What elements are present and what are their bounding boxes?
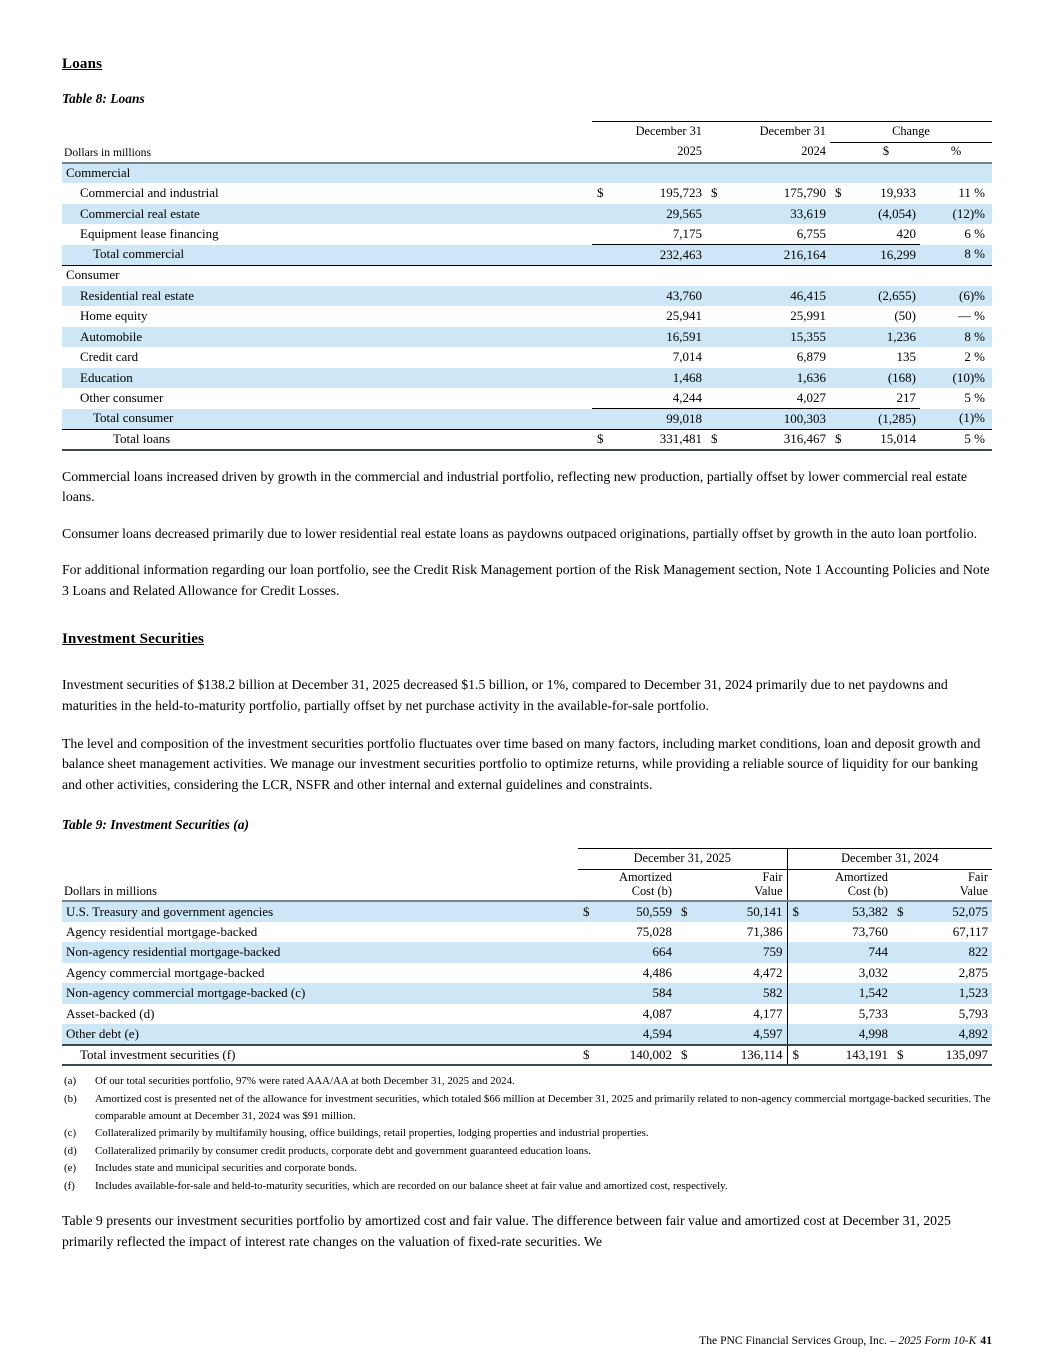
cell-value [892,1024,914,1045]
cell-value: (50) [894,308,916,324]
table-row [62,183,992,204]
cell-value: 140,002 [600,1045,676,1066]
cell-value: 25,991 [790,308,826,324]
investment-securities-table-body [62,901,992,1065]
cell-value: 1,636 [726,368,830,389]
table-row [62,306,992,327]
cell-value: $ [830,429,852,450]
cell-value: (168) [852,368,920,389]
footnote-marker: (b) [64,1092,77,1105]
cell-value [892,922,914,943]
row-label: Agency commercial mortgage-backed [66,964,265,980]
footnote-item [62,1073,993,1090]
cell-value: 16,299 [852,245,920,266]
cell-value: 8 % [920,327,992,348]
cell-value [706,327,726,348]
cell-value [706,163,726,184]
cell-value [920,163,992,184]
footer-form-title: 2025 Form 10-K [898,1334,977,1347]
table-row [62,983,992,1004]
cell-value [592,265,612,286]
cell-value [787,983,809,1004]
row-label: Commercial [62,163,592,184]
cell-value: 7,175 [672,225,702,241]
row-label: Asset-backed (d) [66,1005,155,1021]
table-row [62,901,992,922]
cell-value [676,983,698,1004]
cell-value [830,265,852,286]
cell-value: 4,486 [642,964,672,980]
cell-value [612,265,706,286]
cell-value: 135,097 [914,1045,992,1066]
cell-value [592,163,612,184]
cell-value: 4,027 [796,389,826,405]
page-footer [699,1334,992,1347]
col-header-amortized-2025: Amortized Cost (b) [578,869,676,901]
cell-value: 822 [914,942,992,963]
footnote-marker: (e) [64,1162,77,1175]
cell-value [787,922,809,943]
footnote-text: Collateralized primarily by multifamily housing, office buildings, retail properties, lodging properties and industrial properties. [95,1127,649,1140]
cell-value [706,224,726,245]
cell-value: 6,755 [796,225,826,241]
row-label: Total investment securities (f) [62,1045,578,1066]
cell-value: 1,236 [852,327,920,348]
loans-table-body [62,163,992,450]
cell-value: 316,467 [726,429,830,450]
cell-value [612,163,706,184]
table-row [62,368,992,389]
table-row [62,265,992,286]
cell-value [706,347,726,368]
cell-value [892,983,914,1004]
cell-value: 15,355 [726,327,830,348]
footnote-marker: (a) [64,1075,77,1088]
table-row [62,1045,992,1066]
investment-securities-table [62,848,992,1066]
cell-value: $ [892,1045,914,1066]
cell-value [920,265,992,286]
cell-value: (4,054) [852,204,920,225]
row-label: Automobile [62,327,592,348]
cell-value: 29,565 [612,204,706,225]
table-row [62,1024,992,1045]
cell-value: 73,760 [852,923,888,939]
cell-value [578,942,600,963]
cell-value [592,327,612,348]
cell-value: $ [787,901,809,922]
cell-value: 75,028 [636,923,672,939]
cell-value: $ [578,1045,600,1066]
cell-value [592,286,612,307]
cell-value: 3,032 [858,964,888,980]
cell-value [852,265,920,286]
table-row [62,409,992,430]
row-label: Other consumer [80,390,164,406]
cell-value: 217 [896,389,916,405]
cell-value [592,224,612,245]
cell-value: $ [597,185,604,201]
paragraph-investment-1: Investment securities of $138.2 billion at December 31, 2025 decreased $1.5 billion, or 1%, compared to December 31, 2024 primarily due to net paydowns and maturities in the held-to-maturity portfolio, partially offset by net purchase activity in the available-for-sale portfolio. [62,677,948,714]
cell-value [578,983,600,1004]
cell-value [830,409,852,430]
cell-value: 1,523 [914,983,992,1004]
cell-value: 175,790 [783,185,826,201]
cell-value: $ [676,1045,698,1066]
cell-value: 33,619 [726,204,830,225]
cell-value [830,347,852,368]
cell-value: 759 [698,942,787,963]
cell-value: 420 [896,225,916,241]
cell-value: 232,463 [612,245,706,266]
cell-value [726,163,830,184]
table8-header-row-1 [62,122,992,143]
cell-value: 195,723 [659,185,702,201]
cell-value: 1,542 [809,983,892,1004]
footnote-marker: (d) [64,1144,77,1157]
cell-value: 4,998 [809,1024,892,1045]
col-header-year-2025: 2025 [592,142,706,163]
table9-header-row-2 [62,869,992,901]
cell-value: (12)% [920,204,992,225]
col-header-change-dollar: $ [852,142,920,163]
cell-value [592,245,612,266]
loans-table [62,121,992,451]
row-label: Residential real estate [62,286,592,307]
cell-value: $ [706,429,726,450]
cell-value: 582 [698,983,787,1004]
table9-header-row-1 [62,849,992,870]
cell-value [706,368,726,389]
cell-value: 46,415 [726,286,830,307]
row-label: Home equity [80,308,148,324]
cell-value [787,1004,809,1025]
cell-value [787,942,809,963]
cell-value: 52,075 [914,901,992,922]
cell-value [578,963,600,984]
table-row [62,163,992,184]
footnote-text: Amortized cost is presented net of the allowance for investment securities, which totaled $66 million at December 31, 2025 and primarily related to non-agency commercial mortgage-backed securities. The comparable amount at December 31, 2024 was $91 million. [95,1092,991,1123]
cell-value [676,922,698,943]
cell-value: 5 % [920,429,992,450]
cell-value: 50,559 [600,901,676,922]
cell-value [578,922,600,943]
cell-value: 135 [896,349,916,365]
col-header-change-percent: % [920,142,992,163]
col-header-fair-2024: Fair Value [892,869,992,901]
cell-value [592,409,612,430]
cell-value: (6)% [920,286,992,307]
footer-company: The PNC Financial Services Group, Inc. – [699,1334,899,1347]
cell-value: $ [578,901,600,922]
cell-value [592,347,612,368]
cell-value [892,1004,914,1025]
cell-value [578,1004,600,1025]
cell-value: 136,114 [698,1045,787,1066]
cell-value [830,388,852,409]
footer-page-number: 41 [980,1334,992,1347]
cell-value: 584 [600,983,676,1004]
row-label: Total loans [62,429,592,450]
col-header-date-2025: December 31 [592,122,706,143]
cell-value: 744 [809,942,892,963]
cell-value: 331,481 [612,429,706,450]
footnotes-list [62,1073,993,1195]
cell-value [706,265,726,286]
cell-value [592,388,612,409]
footnote-item [62,1125,993,1142]
cell-value: 4,597 [698,1024,787,1045]
cell-value: $ [592,429,612,450]
cell-value: 43,760 [612,286,706,307]
cell-value: 71,386 [746,923,783,939]
cell-value: 8 % [920,245,992,266]
row-label: Education [62,368,592,389]
cell-value: (1)% [920,409,992,430]
cell-value [830,245,852,266]
paragraph-table9-closing: Table 9 presents our investment securities portfolio by amortized cost and fair value. The difference between fair value and amortized cost at December 31, 2025 primarily reflected the impact of interest rate changes on the valuation of fixed-rate securities. We [62,1213,951,1249]
cell-value [592,204,612,225]
cell-value: (2,655) [852,286,920,307]
row-label: Other debt (e) [62,1024,578,1045]
table-row [62,204,992,225]
cell-value [726,265,830,286]
table-row [62,347,992,368]
cell-value [706,388,726,409]
cell-value [830,327,852,348]
cell-value: (10)% [920,368,992,389]
footnote-text: Includes state and municipal securities and corporate bonds. [95,1162,357,1175]
footnote-text: Includes available-for-sale and held-to-maturity securities, which are recorded on our balance sheet at fair value and amortized cost, respectively. [95,1179,728,1192]
row-label: Non-agency residential mortgage-backed [62,942,578,963]
cell-value: 25,941 [666,308,702,324]
col-header-date-2024: December 31 [706,122,830,143]
table-row [62,224,992,245]
paragraph-additional-info: For additional information regarding our loan portfolio, see the Credit Risk Management portion of the Risk Management section, Note 1 Accounting Policies and Note 3 Loans and Related Allowance for Credit Losses. [62,562,990,598]
cell-value: 4,177 [753,1005,783,1021]
table-row [62,1004,992,1025]
cell-value: 7,014 [672,349,702,365]
section-heading-loans: Loans [62,56,103,72]
cell-value: 16,591 [612,327,706,348]
cell-value [787,963,809,984]
row-label: Agency residential mortgage-backed [66,923,258,939]
cell-value: 53,382 [809,901,892,922]
table8-header-row-2 [62,142,992,163]
cell-value: 5,733 [858,1005,888,1021]
section-heading-investment-securities: Investment Securities [62,631,205,648]
col-header-year-2024: 2024 [706,142,830,163]
cell-value: $ [835,185,842,201]
cell-value: 4,892 [914,1024,992,1045]
footnote-item [62,1143,993,1160]
cell-value: 5,793 [958,1005,988,1021]
table-row [62,286,992,307]
cell-value [852,163,920,184]
cell-value [706,409,726,430]
cell-value: 664 [600,942,676,963]
cell-value: $ [676,901,698,922]
cell-value: 15,014 [852,429,920,450]
footnote-marker: (f) [64,1179,75,1192]
cell-value: 6 % [964,226,985,242]
footnote-text: Collateralized primarily by consumer credit products, corporate debt and government guaranteed education loans. [95,1144,591,1157]
cell-value [676,1004,698,1025]
row-label: U.S. Treasury and government agencies [62,901,578,922]
cell-value [676,963,698,984]
paragraph-consumer-loans: Consumer loans decreased primarily due to lower residential real estate loans as paydowns outpaced originations, partially offset by growth in the auto loan portfolio. [62,525,978,541]
cell-value: 216,164 [726,245,830,266]
cell-value [830,368,852,389]
cell-value: 1,468 [612,368,706,389]
table9-caption: Table 9: Investment Securities (a) [62,817,249,833]
cell-value [892,963,914,984]
cell-value [592,306,612,327]
cell-value [830,224,852,245]
cell-value [830,306,852,327]
cell-value: 67,117 [952,923,988,939]
cell-value: 11 % [958,185,985,201]
units-label: Dollars in millions [62,869,578,901]
cell-value: (1,285) [852,409,920,430]
col-header-amortized-2024: Amortized Cost (b) [787,869,892,901]
cell-value: 6,879 [796,349,826,365]
col-group-2024: December 31, 2024 [787,849,992,870]
row-label: Credit card [80,349,139,365]
cell-value [676,942,698,963]
cell-value [592,368,612,389]
row-label: Commercial and industrial [80,185,219,201]
cell-value: 4,244 [672,389,702,405]
cell-value [892,942,914,963]
table-row [62,388,992,409]
footnote-item [62,1178,993,1195]
cell-value: 4,087 [642,1005,672,1021]
cell-value: $ [787,1045,809,1066]
col-header-fair-2025: Fair Value [676,869,787,901]
cell-value: 4,594 [600,1024,676,1045]
cell-value: 143,191 [809,1045,892,1066]
cell-value [706,286,726,307]
cell-value: 99,018 [612,409,706,430]
cell-value [830,163,852,184]
cell-value [676,1024,698,1045]
cell-value: 19,933 [880,185,916,201]
table-row [62,963,992,984]
footnote-item [62,1091,993,1126]
cell-value: — % [957,308,985,324]
row-label: Non-agency commercial mortgage-backed (c) [62,983,578,1004]
cell-value: $ [892,901,914,922]
cell-value [830,204,852,225]
units-label: Dollars in millions [62,142,592,163]
cell-value: 4,472 [753,964,783,980]
table-row [62,942,992,963]
footnote-text: Of our total securities portfolio, 97% were rated AAA/AA at both December 31, 2025 and 2024. [95,1075,515,1088]
row-label: Total commercial [62,245,592,266]
cell-value [578,1024,600,1045]
table-row [62,922,992,943]
cell-value [706,306,726,327]
footnote-marker: (c) [64,1127,77,1140]
cell-value [706,245,726,266]
row-label: Consumer [66,267,120,283]
cell-value: 2,875 [958,964,988,980]
footnote-item [62,1160,993,1177]
table-row [62,245,992,266]
row-label: Total consumer [62,409,592,430]
table-row [62,429,992,450]
row-label: Equipment lease financing [80,226,219,242]
col-header-change: Change [830,122,992,143]
cell-value: 2 % [964,349,985,365]
cell-value [830,286,852,307]
cell-value: 100,303 [726,409,830,430]
cell-value: 5 % [964,390,985,406]
row-label: Commercial real estate [62,204,592,225]
cell-value [706,204,726,225]
table-row [62,327,992,348]
paragraph-investment-2: The level and composition of the investment securities portfolio fluctuates over time based on many factors, including market conditions, loan and deposit growth and balance sheet management activities. We manage our investment securities portfolio to optimize returns, while providing a reliable source of liquidity for our banking and other activities, considering the LCR, NSFR and other internal and external guidelines and constraints. [62,735,981,792]
paragraph-commercial-loans: Commercial loans increased driven by growth in the commercial and industrial portfolio, reflecting new production, partially offset by lower commercial real estate loans. [62,468,968,505]
cell-value: 50,141 [698,901,787,922]
cell-value: $ [711,185,718,201]
col-group-2025: December 31, 2025 [578,849,787,870]
table8-caption: Table 8: Loans [62,91,145,106]
cell-value [787,1024,809,1045]
